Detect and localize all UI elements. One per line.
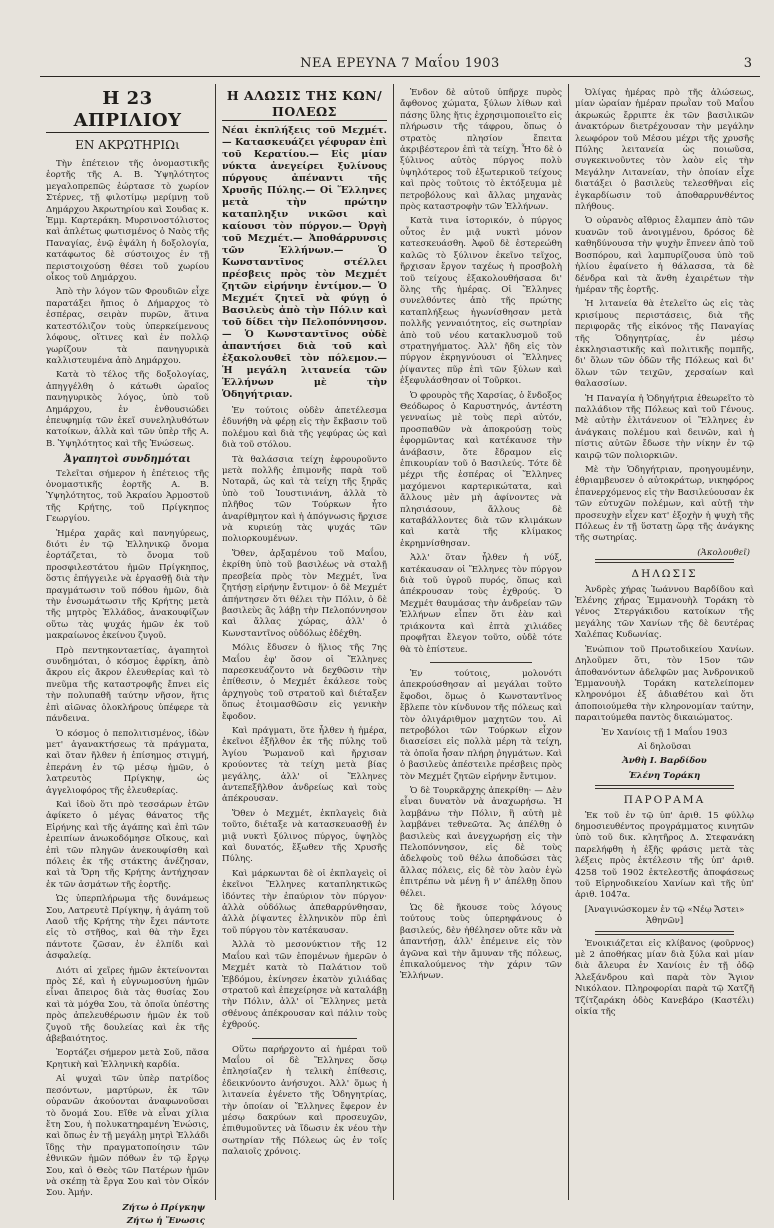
speech-paragraph: Καὶ ἰδοὺ ὅτι πρὸ τεσσάρων ἐτῶν ἀφίκετο ὁ μέγας θάνατος τῆς Εἰρήνης καὶ τῆς ἀγάπης καὶ ἐπὶ τῶν ἐρειπίων ἀνωκοδόμησε Οἴκους, καὶ ἐπὶ τῶν πληγῶν ἀνεκουφίσθη καὶ πόλεις ἐκ τῆς στάκτης ἀνέζησαν, καὶ τὰ Ὄρη τῆς Κρήτης ἀντήχησαν ἐκ τῶν ἀσμάτων τῆς ἑορτῆς. (46, 799, 209, 890)
article-paragraph: Ἀπὸ τὴν λόγον τῶν Φρουδιῶν εἶχε παρατάξει ἤπιος ὁ Δήμαρχος τὸ ἑσπέρας, σειρὰν πυρῶν, ἅτινα κατεστόλιζον τοὺς ὑπερκείμενους λόφους, οἵτινες καὶ ἐν πολλῷ γωρίζουν τὰ πανηγυρικὰ καλλιστευμένα ἀπὸ Δημάρχου. (46, 287, 209, 366)
notice-paragraph: Ἀνδρὲς χήρας Ἰωάννου Βαρδίδου καὶ Ἑλένης χήρας Ἐμμανουὴλ Τοράκη τὸ γένος Στεργάκιδου κατοίκων τῆς μεγάλης τῶν Χανίων τῆς δὲ δευτέρας Χαλέπας Κυδωνίας. (575, 584, 754, 641)
notice-signatory: Ἀνθὴ Ι. Βαρδίδου (622, 756, 707, 767)
article-paragraph: Ὀλίγας ἡμέρας πρὸ τῆς ἁλώσεως, μίαν ὡραίαν ἡμέραν πρωῒαν τοῦ Μαΐου ἀκρωκώς ἔρριπτε ἐκ τῶν βασιλικῶν ἀνακτόρων διετρέχουσαν τὴν μεγάλην λεωφόρον τοῦ Μέσου μέχρι τῆς χρυσῆς Πύλης λειτανεία ὡς ποιωῦσα, συγκεκινοῦντες τὸν λαὸν εἰς τὴν Μεγάλην Λιτανείαν, τὴν ὁποίαν εἶχε διατάξει ὁ βασιλεὺς τελεσθῆναι εἰς ἐγκαρδίωσιν τοῦ ἀποθαρρυνθέντος πλήθους. (575, 88, 754, 213)
speech-paragraph: Διότι αἱ χεῖρες ἡμῶν ἐκτείνονται πρὸς Σέ, καὶ ἡ εὐγνωμοσύνη ἡμῶν εἶναι ἄπειρος διὰ τὰς θυσίας Σου καὶ τὰ μόχθα Σου, τὰ ὁποῖα ὑπέστης πρὸς ἀπελευθέρωσιν ἡμῶν ἐκ τοῦ ζυγοῦ τῆς δουλείας καὶ ἐκ τῆς ἀβεβαιότητος. (46, 965, 209, 1045)
notice-signatory: Ἑλένη Τοράκη (628, 770, 701, 781)
speech-paragraph: Ὁ κόσμος ὁ πεπολιτισμένος, ἰδὼν μετ' ἀγανακτήσεως τὰ πράγματα, καὶ ὅταν ἤλθεν ἡ ἐπίσημος στιγμή, ἐπεράνη ἐν τῷ μέσῳ ἡμῶν, ὁ λατρευτὸς Πρίγκηψ, ὡς ἀγγελιοφόρος τῆς ἐλευθερίας. (46, 728, 209, 796)
headline-april-23: Η 23 ΑΠΡΙΛΙΟΥ (46, 88, 209, 133)
column-3 (393, 84, 568, 1200)
speech-paragraph: Αἱ ψυχαὶ τῶν ὑπὲρ πατρίδος πεσόντων, μαρτύρων, ἐκ τῶν οὐρανῶν ἀκούονται ἀναφωνοῦσαι τὸ ὄνομά Σου. Εἴθε νὰ εἶναι χίλια ἔτη Σου, ἡ πολυκατηραμένη Ἑνώσις, καὶ ὅπως ἐν τῇ μεγάλῃ μητρὶ Ἑλλάδι ἴδῃς τὴν πραγματοποίησιν τῶν ἐθνικῶν ἡμῶν πόθων ἐν τῷ ἔργῳ Σου, καὶ ὁ Θεὸς τῶν Πατέρων ἡμῶν νὰ σκέπῃ τὰ ἔργα Σου καὶ τὸν Οἶκόν Σου. Ἀμήν. (46, 1074, 209, 1199)
column-2 (215, 84, 393, 1200)
divider (595, 559, 734, 563)
column-4 (568, 84, 760, 1200)
article-paragraph: Μόλις ἔδυσεν ὁ ἥλιος τῆς 7ης Μαΐου ἐφ' ὅσον οἱ Ἕλληνες παρεσκευάζοντο νὰ δεχθῶσιν τὴν ἐπίθεσιν, ὁ Μεχμέτ ἐκάλεσε τοὺς ἀρχηγοὺς τοῦ στρατοῦ καὶ διέταξεν ὅπως ἑτοιμασθῶσιν εἰς γενικὴν ἔφοδον. (222, 643, 387, 722)
article-paragraph: Ἀλλὰ τὸ μεσονύκτιον τῆς 12 Μαΐου καὶ τῶν ἑπομένων ἡμερῶν ὁ Μεχμέτ κατὰ τὸ Παλάτιον τοῦ Ἑβδόμου, ἐκίνησεν ἐκατὸν χιλιάδας στρατοῦ καὶ ἐπεχείρησε νὰ καταλάβῃ τὴν Πόλιν, ἀλλ' οἱ Ἕλληνες μετὰ σθένους ἀπέκρουσαν καὶ πάλιν τοὺς ἐχθρούς. (222, 940, 387, 1031)
erratum-paragraph: Ἐκ τοῦ ἐν τῷ ὑπ' ἀριθ. 15 φύλλῳ δημοσιευθέντος προγράμματος κινητῶν ὑπὸ τοῦ δικ. κλητῆρος Δ. Στεφανάκη παρελήφθη ἡ ἑξῆς φράσις μετὰ τὰς λέξεις πρὸς ἐκτέλεσιν τῆς ὑπ' ἀριθ. 4258 τοῦ 1902 ἐκτελεστῆς ἀποφάσεως τοῦ Εἰρηνοδικείου Χανίων καὶ τῆς ὑπ' ἀριθ. 1047α. (575, 810, 754, 901)
article-paragraph: Ὡς δὲ ἤκουσε τοὺς λόγους τούτους τοὺς ὑπερηφάνους ὁ βασιλεύς, δὲν ἠθέλησεν οὔτε κἂν νὰ ἀπαντήσῃ, ἀλλ' ἐπέμεινε εἰς τὸν ἀγῶνα καὶ τὴν ἄμυναν τῆς πόλεως, ἐπικαλούμενος τὴν χάριν τῶν Ἑλλήνων. (400, 903, 562, 982)
article-paragraph: Ὁ δὲ Τουρκᾶρχης ἀπεκρίθη· — Δὲν εἶναι δυνατὸν νὰ ἀναχωρήσω. Ἡ λαμβάνω τὴν Πόλιν, ἢ αὐτὴ μὲ λαμβάνει τεθνεῶτα. Ἄς ἀπέλθῃ ὁ βασιλεὺς καὶ ἀνεγχωρήσῃ εἰς τὴν Πελοπόννησον, εἰς δὲ τοὺς ἀδελφοὺς τοῦ θέλω ἀποδώσει τὰς ἄλλας πόλεις, εἰς δὲ τὸν λαὸν ἐγὼ ἐπιτρέπω νὰ μένῃ ἢ ν' ἀπέλθῃ ὅπου θέλει. (400, 785, 562, 899)
article-paragraph: Τὴν ἐπέτειον τῆς ὀνομαστικῆς ἑορτῆς τῆς Α. Β. Ὑψηλότητος μεγαλοπρεπῶς ἑώρτασε τὸ χωρίον Στέρνες, τῇ φιλοτίμῳ μερίμνῃ τοῦ Δημάρχου Ἀκρωτηρίου καὶ Σουδας κ. Ἐμμ. Καρτεράκη. Μυρσινοστόλιστος καὶ ἁπλέτως φωτισμένος ὁ Ναὸς τῆς Παναγίας, ἐνῷ ἐψάλη ἡ δοξολογία, κατάφωτος δὲ σύστοιχος ἐν τῇ περιστοιχούσῃ θέσει τοῦ χωρίου οἶκος τοῦ Δημάρχου. (46, 159, 209, 284)
article-paragraph: Ὁ οὐρανὸς αἴθριος ἔλαμπεν ἀπὸ τῶν κυανῶν τοῦ ἀνοιγμένου, δρόσος δὲ καθηδύνουσα τὴν ψυχὴν ἔπνεεν ἀπὸ τοῦ Βοσπόρου, καὶ λαμπυρίζουσα ὑπὸ τοῦ ἡλίου ἐφαίνετο ἡ θάλασσα, τὰ δὲ δένδρα καὶ τὰ ἄνθη ἐχαιρέτων τὴν ἡμέραν τῆς ἑορτῆς. (575, 216, 754, 295)
divider (252, 1038, 357, 1039)
speech-paragraph: Ὡς ὑπερπλήρωμα τῆς δυνάμεως Σου, Λατρευτὲ Πρίγκηψ, ἡ ἀγάπη τοῦ Λαοῦ τῆς Κρήτης τὴν ἔχει πάντοτε εἰς τὸ στῆθος, καὶ θὰ τὴν ἔχει πάντοτε ζῶσαν, ἐν ἐλπίδι καὶ ἀσφαλείᾳ. (46, 894, 209, 962)
masthead-title: ΝΕΑ ΕΡΕΥΝΑ 7 Μαΐου 1903 (300, 56, 500, 71)
article-paragraph: Ἡ Παναγία ἡ Ὁδηγήτρια ἐθεωρεῖτο τὸ παλλάδιον τῆς Πόλεως καὶ τοῦ Γένους. Μὲ αὐτὴν ἐλιτάνευον οἱ Ἕλληνες ἐν ἀνάγκαις πολέμου καὶ δεινῶν, καὶ ἡ πίστις αὐτῶν ἔδωσε τὴν νίκην ἐν τῷ καιρῷ τῶν πολιορκιῶν. (575, 393, 754, 461)
article-paragraph: Κατὰ τὸ τέλος τῆς δοξολογίας, ἀπηγγέλθη ὁ κάτωθι ὡραῖος πανηγυρικὸς λόγος, ὑπὸ τοῦ Δημάρχου, ἐν ἐνθουσιώδει ἐπευφημίᾳ τῶν ἐκεῖ συνεληλυθότων κατοίκων, ἀλλὰ καὶ τῶν ὑπὲρ τῆς Α. Β. Ὑψηλότητος καὶ τῆς Ἑνώσεως. (46, 370, 209, 449)
article-paragraph: Κατὰ τινα ἱστορικόν, ὁ πύργος οὗτος ἐν μιᾷ νυκτὶ μόνον κατεσκευάσθη. Ἀφοῦ δὲ ἐστερεώθη καλῶς τὸ ξύλινον ἐκεῖνο τεῖχος, ἤρχισαν ἔργον ταχέως ἡ προσβολὴ τοῦ τείχους ἐξακολουθήσασα δι' ὅλης τῆς ἡμέρας. Οἱ Ἕλληνες συνελθόντες ἀπὸ τῆς πρώτης καταπλήξεως ἠγωνίσθησαν μετὰ πολλῆς γενναιότητος, εἰς σωτηρίαν ἀπὸ τοῦ νέου κατακλυσμοῦ τοῦ στρατηγήματος. Ἀλλ' ἤδη εἰς τὸν πύργον ἐκρηγνύουσι οἱ Ἕλληνες ῥίψαντες πῦρ ἐπὶ τῶν ξύλων καὶ ἐξεφυλάσθησαν οἱ Τοῦρκοι. (400, 216, 562, 387)
article-summary: Νέαι ἐκπλήξεις τοῦ Μεχμέτ.— Κατασκευάζει γέφυραν ἐπὶ τοῦ Κερατίου.— Εἰς μίαν νύκτα ἀνεγείρει ξυλίνους πύργους ἀπέναντι τῆς Χρυσῆς Πύλης.— Οἱ Ἕλληνες μετὰ τὴν πρώτην καταπληξιν νικῶσι καὶ καίουσι τὸν πύργον.— Ὀργὴ τοῦ Μεχμέτ.— Ἀποθάρρυνσις τῶν Ἑλλήνων.— Ὁ Κωνσταντῖνος στέλλει πρέσβεις πρὸς τὸν Μεχμέτ ζητῶν εἰρήνην ἐντίμον.— Ὁ Μεχμέτ ζητεῖ νὰ φύγῃ ὁ Βασιλεὺς ἀπὸ τὴν Πόλιν καὶ τοῦ δίδει τὴν Πελοπόννησον.— Ὁ Κωνσταντῖνος οὐδὲ ἀπαντήσει διὰ τοῦ καὶ ἐξακολουθεῖ τὸν πόλεμον.— Ἡ μεγάλη λιτανεία τῶν Ἑλλήνων μὲ τὴν Ὁδηγήτριαν. (222, 125, 387, 400)
column-1 (40, 84, 215, 1227)
speech-title: Ἀγαπητοὶ συνδημόται (64, 454, 191, 466)
divider (595, 931, 734, 935)
article-paragraph: Ἐν τούτοις οὐδὲν ἀπετέλεσμα ἐδυνήθη νὰ φέρῃ εἰς τὴν ἔκβασιν τοῦ πολέμου καὶ διὰ τῆς γεφύρας ὡς καὶ διὰ τοῦ στόλου. (222, 406, 387, 451)
subhead-akrotiri: ΕΝ ΑΚΡΩΤΗΡΙΩι (75, 138, 180, 152)
divider (595, 785, 734, 789)
signature-line: Ζήτω ὁ Πρίγκηψ (122, 1202, 205, 1213)
headline-fall-of-constantinople: Η ΑΛΩΣΙΣ ΤΗΣ ΚΩΝ/ΠΟΛΕΩΣ (222, 88, 387, 121)
divider (430, 662, 532, 663)
article-paragraph: Οὕτω παρήρχοντο αἱ ἡμέραι τοῦ Μαΐου οἱ δὲ Ἕλληνες ὅσῳ ἐπλησίαζεν ἡ τελικὴ ἐπίθεσις, ἐδεικνύοντο ἀνήσυχοι. Ἀλλ' ὅμως ἡ λιτανεία ἐγένετο τῆς Ὁδηγητρίας, τὴν ὁποίαν οἱ Ἕλληνες ἔφερον ἐν μέσῳ δακρύων καὶ προσευχῶν, ἐπιθυμοῦντες νὰ ἴδωσιν ἐκ νέου τὴν σωτηρίαν τῆς Πόλεως ὡς ἐν τοῖς παλαιοῖς χρόνοις. (222, 1044, 387, 1158)
speech-paragraph: Ἡμέρα χαρᾶς καὶ πανηγύρεως, διότι ἐν τῷ Ἑλληνικῷ ὄνομα ἑορτάζεται, τὸ ὄνομα τοῦ προσφιλεστάτου ἡμῶν Πρίγκηπος, ὅστις ἐπήγγειλε νὰ ἐργασθῇ διὰ τὴν πραγμάτωσιν τοῦ πόθου ἡμῶν, διὰ τὴν ἐνσωμάτωσιν τῆς Κρήτης μετὰ τῆς μητρὸς Ἑλλάδος, ἀνακουφίζων οὕτω τὰς ψυχάς ἡμῶν ἐκ τοῦ μακραίωνος ἐκείνου ζυγοῦ. (46, 528, 209, 642)
article-paragraph: Καὶ πράγματι, ὅτε ἦλθεν ἡ ἡμέρα, ἐκεῖνοι ἐξῆλθον ἐκ τῆς πύλης τοῦ Ἁγίου Ῥωμανοῦ καὶ ἤρχισαν κρούοντες τὰ τείχη μετὰ βίας μεγάλης, ἀλλ' οἱ Ἕλληνες ἀντεπεξῆλθον ἀνδρείως καὶ τοὺς ἀπέκρουσαν. (222, 725, 387, 805)
article-paragraph: Καὶ μάρκωνται δὲ οἱ ἐκπλαγεὶς οἱ ἐκεῖνοι Ἕλληνες καταπληκτικῶς ἰδόντες τὴν ἐπαύριον τὸν πύργον· ἀλλὰ οὐδόλως ἀπεθαρρύνθησαν, ἀλλὰ ῥίψαντες ἑλληνικὸν πῦρ ἐπὶ τοῦ πύργου τὸν κατέκαυσαν. (222, 868, 387, 936)
speech-paragraph: Τελεῖται σήμερον ἡ ἐπέτειος τῆς ὀνομαστικῆς ἑορτῆς Α. Β. Ὑψηλότητος, τοῦ Ἀκραίου Ἀρμοστοῦ τῆς Κρήτης, τοῦ Πρίγκηπος Γεωργίου. (46, 468, 209, 525)
article-paragraph: Ἡ λιτανεία θὰ ἐτελεῖτο ὡς εἰς τὰς κρισίμους περιστάσεις, διὰ τῆς περιφορᾶς τῆς εἰκόνος τῆς Παναγίας τῆς Ὁδηγητρίας, ἐν μέσῳ ἐκκλησιαστικῆς καὶ πολιτικῆς πομπῆς, δι' ὅλων τῶν ὁδῶν τῆς Πόλεως καὶ δι' ὅλων τῶν τειχῶν, χερσαίων καὶ θαλασσίων. (575, 299, 754, 390)
reprint-note: [Ἀναγινώσκομεν ἐν τῷ «Νέῳ Ἄστει» Ἀθηνῶν] (584, 904, 745, 927)
article-paragraph: Ἐν τούτοις, μολονότι ἀπεκρούσθησαν αἱ μεγάλαι τοῦτο ἔφοδοι, ὅμως ὁ Κωνσταντῖνος ἔβλεπε τὸν κίνδυνον τῆς πόλεως καὶ τὸν ὀλιγάριθμον μαχητῶν του. Αἱ πετροβόλοι τῶν Τούρκων εἶχον διασείσει εἰς πολλὰ μέρη τὰ τείχη, τὰ ὁποῖα ἦσαν πλήρη ῥηγμάτων. Καὶ ὁ βασιλεὺς ἀπέστειλε πρέσβεις πρὸς τὸν Μεχμέτ ζητῶν εἰρήνην ἔντιμον. (400, 668, 562, 782)
advertisement-paragraph: Ἐνοικιάζεται εἰς κλίβανος (φοῦρνος) μὲ 2 ἀποθήκας μίαν διὰ ξύλα καὶ μίαν διὰ ἄλευρα ἐν Χανίοις ἐν τῇ ὁδῷ Ἀλεξάνδρου καὶ παρὰ τὸν Ἅγιον Νικόλαον. Πληροφορίαι παρὰ τῷ Χατζῆ Τζίτζαράκη ὁδὸς Κανεβάρο (Καστέλι) οἰκία τῆς (575, 938, 754, 1018)
article-paragraph: Ὅθεν, ἀρξαμένου τοῦ Μαΐου, ἐκρίθη ὑπὸ τοῦ βασιλέως νὰ σταλῇ πρεσβεία πρὸς τὸν Μεχμέτ, ἵνα ζητήσῃ εἰρήνην ἔντιμον· ὁ δὲ Μεχμέτ ἀπήντησεν ὅτι θέλει τὴν Πόλιν, ὁ δὲ βασιλεὺς ἂς λάβῃ τὴν Πελοπόννησον καὶ ἄλλας χώρας, ἀλλ' ὁ Κωνσταντῖνος οὐδόλως ἐδέχθη. (222, 548, 387, 639)
columns (40, 84, 760, 1227)
speech-paragraph: Ἐορτάζει σήμερον μετὰ Σοῦ, πᾶσα Κρητικὴ καὶ Ἑλληνικὴ καρδία. (46, 1048, 209, 1070)
masthead (40, 54, 760, 77)
article-paragraph: Τὰ θαλάσσια τείχη ἐφρουροῦντο μετὰ πολλῆς ἐπιμονῆς παρὰ τοῦ Νοταρᾶ, ὡς καὶ τὰ τείχη τῆς ξηρᾶς ὑπὸ τοῦ Ἰουστινιάνη, ἀλλὰ τὸ πλῆθος τῶν Τούρκων ἦτο ἀναρίθμητον καὶ ἡ ἀπόγνωσις ἤρχισε νὰ κυριεύῃ τὰς ψυχάς τῶν πολιορκουμένων. (222, 454, 387, 545)
erratum-heading: ΠΑΡΟΡΑΜΑ (623, 794, 706, 807)
notice-heading: ΔΗΛΩΣΙΣ (631, 568, 698, 581)
speech-paragraph: Πρὸ πεντηκονταετίας, ἀγαπητοὶ συνδημόται, ὁ κόσμος ἐφρίκη, ἀπὸ ἄκρου εἰς ἄκρον ἐλευθερίας καὶ τὸ πνεῦμα τῆς καταστροφῆς ἔπνει εἰς τὴν πολυπαθῆ ταύτην νῆσον, ἥτις ἐπὶ αἰῶνας ὁλοκλήρους ὑπέφερε τὰ πάνδεινα. (46, 645, 209, 725)
article-paragraph: Ἀλλ' ὅταν ἦλθεν ἡ νύξ, κατέκαυσαν οἱ Ἕλληνες τὸν πύργον διὰ τοῦ ὑγροῦ πυρός, ὅπως καὶ ἀπέκρουσαν τοὺς ἐχθρούς. Ὁ Μεχμέτ θαυμάσας τὴν ἀνδρείαν τῶν Ἑλλήνων εἶπεν ὅτι ἐὰν καὶ τριάκοντα καὶ ἑπτὰ χιλιάδες προφῆται ἔλεγον τοῦτο, οὐδὲ τότε θὰ τὸ ἐπίστευε. (400, 553, 562, 655)
page-number: 3 (743, 56, 752, 71)
notice-signed: Αἱ δηλοῦσαι (637, 741, 692, 752)
notice-paragraph: Ἐνώπιον τοῦ Πρωτοδικείου Χανίων. Δηλοῦμεν ὅτι, τὸν 15ον τῶν ἀποθανόντων ἀδελφῶν μας Ἀνδρονικοῦ Ἐμμανουὴλ Τοράκη κατελείπομεν κληρονόμοι ἐξ ἀδιαθέτου καὶ ὅτι ἀποποιούμεθα τὴν κληρονομίαν ταύτην, παραιτούμεθα παντὸς δικαιώματος. (575, 644, 754, 724)
continued-note: (Ἀκολουθεῖ) (697, 547, 750, 558)
signature-line: Ζήτω ἡ Ἕνωσις (126, 1216, 205, 1227)
article-paragraph: Ὁ φρουρὸς τῆς Χαρσίας, ὁ ἔνδοξος Θεόδωρος ὁ Καρυστηνός, ἀντέστη γενναίως μὲ τοὺς περὶ αὐτόν, προσπαθῶν νὰ ἀποκρούσῃ τοὺς ἐφορμῶντας καὶ κατέκαυσε τὴν ἀνάβασιν, ὅτε ἔδραμον εἰς ἐπικουρίαν τοῦ ὁ Βασιλεύς. Τότε δὲ μέχρι τῆς ἑσπέρας οἱ Ἕλληνες μαχόμενοι καρτερικώτατα, καὶ ἄλλους μὲν μὴ ἀφίνοντες νὰ πλησιάσουν, ἄλλους δὲ καταβάλλοντες διὰ τῶν κλιμάκων καὶ κατὰ τῆς κλίμακος ἐκρημνίσθησαν. (400, 390, 562, 549)
article-paragraph: Ἐνδον δὲ αὐτοῦ ὑπῆρχε πυρὸς ἄφθονος χώματα, ξύλων λίθων καὶ πάσης ὕλης ἥτις ἐχρησιμοποιεῖτο εἰς πλήρωσιν τῆς τάφρου, ὅπως ὁ στρατὸς πλησίον ἔπειτα ἀκριβέστερον ἐπὶ τὰ τείχη. Ἦτο δὲ ὁ ξύλινος αὐτὸς πύργος πολὺ ὑψηλότερος τοῦ ἐξωτερικοῦ τείχους καὶ πρὸς τοῦτοις τὸ ἐκτόξευμα μὲ πετροβόλους καὶ ἄλλας μηχανὰς πρὸς καταστροφὴν τῶν Ἑλλήνων. (400, 88, 562, 213)
article-paragraph: Μὲ τὴν Ὁδηγήτριαν, προηγουμένην, ἐθριαμβευσεν ὁ αὐτοκράτωρ, νικηφόρος ἐπανερχόμενος εἰς τὴν Βασιλεύουσαν ἐκ τῶν εὐτυχῶν πολέμων, καὶ αὐτῇ τὴν προσευχὴν εἶχεν κατ' ἐξοχὴν ἡ ψυχὴ τῆς Πόλεως ἐν τῇ ὕστατῃ ὥρᾳ τῆς ἀνάγκης τῆς σωτηρίας. (575, 465, 754, 544)
notice-date: Ἐν Χανίοις τῇ 1 Μαΐου 1903 (601, 727, 728, 738)
article-paragraph: Ὅθεν ὁ Μεχμέτ, ἐκπλαγεὶς διὰ τοῦτο, διέταξε νὰ κατασκευασθῇ ἐν μιᾷ νυκτὶ ξύλινος πύργος, ὑψηλὸς καὶ δυνατός, ἔξωθεν τῆς Χρυσῆς Πύλης. (222, 808, 387, 865)
